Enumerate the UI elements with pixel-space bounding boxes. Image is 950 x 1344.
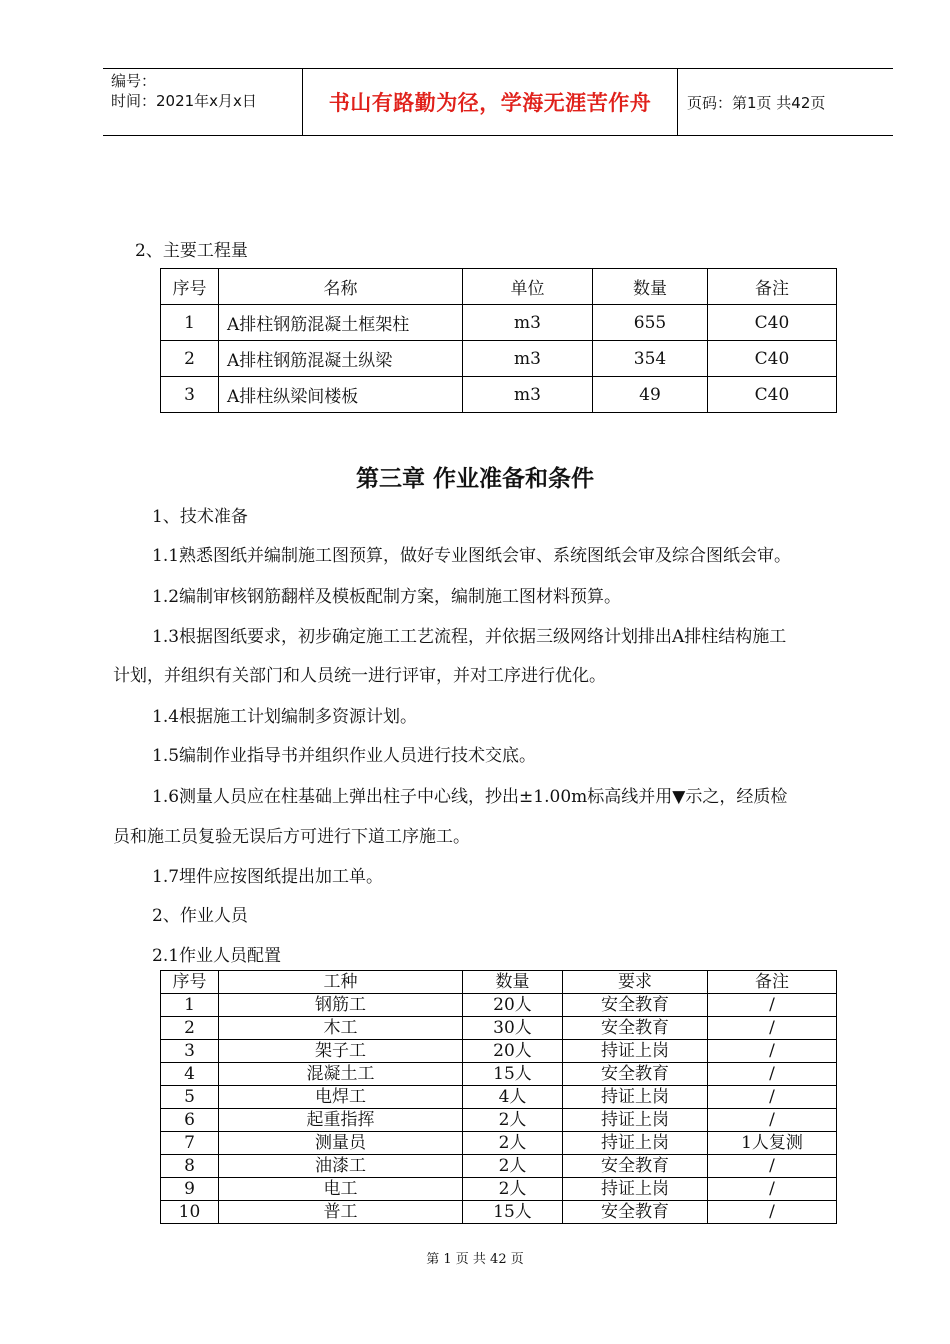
paragraph: 1.5编制作业指导书并组织作业人员进行技术交底。 <box>152 746 537 766</box>
table-cell: 电焊工 <box>219 1086 463 1109</box>
paragraph: 1.4根据施工计划编制多资源计划。 <box>152 707 418 727</box>
table-row <box>161 1109 837 1132</box>
table-cell: 5 <box>161 1086 219 1109</box>
header-divider <box>677 69 678 135</box>
paragraph: 1、技术准备 <box>152 507 248 527</box>
paragraph: 1.3根据图纸要求，初步确定施工工艺流程，并依据三级网络计划排出A排柱结构施工 <box>152 627 787 647</box>
table-cell: 3 <box>161 377 219 413</box>
table-cell: 7 <box>161 1132 219 1155</box>
table-cell: / <box>708 1017 837 1040</box>
table-row <box>161 1155 837 1178</box>
table-header-cell: 数量 <box>463 971 563 994</box>
table-cell: C40 <box>708 341 837 377</box>
table-cell: 1人复测 <box>708 1132 837 1155</box>
quantities-table <box>160 268 837 413</box>
table-header-cell: 单位 <box>463 269 593 305</box>
table-cell: A排柱钢筋混凝土框架柱 <box>219 305 463 341</box>
table-row <box>161 1086 837 1109</box>
table-row <box>161 994 837 1017</box>
table-cell: 1 <box>161 994 219 1017</box>
table-cell: 354 <box>593 341 708 377</box>
table-cell: 2 <box>161 341 219 377</box>
table-cell: 20人 <box>463 1040 563 1063</box>
table-row <box>161 1178 837 1201</box>
table-row <box>161 1040 837 1063</box>
table-cell: 安全教育 <box>563 1063 708 1086</box>
table-cell: 655 <box>593 305 708 341</box>
table-cell: 木工 <box>219 1017 463 1040</box>
table-cell: m3 <box>463 305 593 341</box>
table-cell: 安全教育 <box>563 1017 708 1040</box>
table-row <box>161 1017 837 1040</box>
document-time-label: 时间：2021年x月x日 <box>111 92 257 110</box>
paragraph: 1.6测量人员应在柱基础上弹出柱子中心线，抄出±1.00m标高线并用▼示之，经质检 <box>152 787 788 807</box>
table-cell: m3 <box>463 377 593 413</box>
table-header-cell: 数量 <box>593 269 708 305</box>
table-cell: 30人 <box>463 1017 563 1040</box>
table-row <box>161 1063 837 1086</box>
table-row <box>161 341 837 377</box>
paragraph: 1.7埋件应按图纸提出加工单。 <box>152 867 384 887</box>
table-header-cell: 要求 <box>563 971 708 994</box>
table-header-cell: 工种 <box>219 971 463 994</box>
header-page-info: 页码：第1页 共42页 <box>687 93 826 112</box>
table-cell: 持证上岗 <box>563 1132 708 1155</box>
paragraph: 员和施工员复验无误后方可进行下道工序施工。 <box>113 827 470 847</box>
staff-table <box>160 970 837 1224</box>
page-header <box>103 68 893 136</box>
table-cell: 6 <box>161 1109 219 1132</box>
table-cell: 安全教育 <box>563 1155 708 1178</box>
table-header-cell: 序号 <box>161 971 219 994</box>
paragraph: 1.2编制审核钢筋翻样及模板配制方案，编制施工图材料预算。 <box>152 587 622 607</box>
table-cell: / <box>708 1040 837 1063</box>
table-cell: / <box>708 1086 837 1109</box>
table-cell: 安全教育 <box>563 1201 708 1224</box>
table-header-row <box>161 269 837 305</box>
document-number-label: 编号： <box>111 72 157 90</box>
table-cell: 8 <box>161 1155 219 1178</box>
table-cell: 2人 <box>463 1155 563 1178</box>
table-cell: 起重指挥 <box>219 1109 463 1132</box>
table-cell: 4人 <box>463 1086 563 1109</box>
table-cell: 2 <box>161 1017 219 1040</box>
table-row <box>161 377 837 413</box>
table-header-row <box>161 971 837 994</box>
table-cell: 2人 <box>463 1109 563 1132</box>
table-header-cell: 备注 <box>708 971 837 994</box>
table-cell: 持证上岗 <box>563 1109 708 1132</box>
table-cell: 架子工 <box>219 1040 463 1063</box>
chapter-title: 第三章 作业准备和条件 <box>355 466 594 492</box>
table-cell: m3 <box>463 341 593 377</box>
section-heading: 2、主要工程量 <box>135 241 248 261</box>
table-cell: 钢筋工 <box>219 994 463 1017</box>
header-motto: 书山有路勤为径，学海无涯苦作舟 <box>328 91 652 115</box>
table-header-cell: 序号 <box>161 269 219 305</box>
table-cell: 15人 <box>463 1063 563 1086</box>
paragraph: 1.1熟悉图纸并编制施工图预算，做好专业图纸会审、系统图纸会审及综合图纸会审。 <box>152 546 792 566</box>
table-header-cell: 名称 <box>219 269 463 305</box>
table-cell: 安全教育 <box>563 994 708 1017</box>
table-cell: 2人 <box>463 1178 563 1201</box>
table-cell: 1 <box>161 305 219 341</box>
table-cell: A排柱钢筋混凝土纵梁 <box>219 341 463 377</box>
table-cell: 49 <box>593 377 708 413</box>
table-cell: 测量员 <box>219 1132 463 1155</box>
table-cell: / <box>708 1201 837 1224</box>
table-cell: C40 <box>708 377 837 413</box>
table-row <box>161 1132 837 1155</box>
table-cell: / <box>708 994 837 1017</box>
table-row <box>161 1201 837 1224</box>
table-cell: 3 <box>161 1040 219 1063</box>
table-cell: 持证上岗 <box>563 1178 708 1201</box>
table-cell: 油漆工 <box>219 1155 463 1178</box>
table-cell: 2人 <box>463 1132 563 1155</box>
table-cell: 20人 <box>463 994 563 1017</box>
table-cell: 4 <box>161 1063 219 1086</box>
table-cell: 普工 <box>219 1201 463 1224</box>
table-cell: / <box>708 1155 837 1178</box>
table-cell: 9 <box>161 1178 219 1201</box>
table-cell: / <box>708 1178 837 1201</box>
paragraph: 2、作业人员 <box>152 906 248 926</box>
table-cell: C40 <box>708 305 837 341</box>
page-footer: 第 1 页 共 42 页 <box>426 1252 524 1267</box>
table-cell: 10 <box>161 1201 219 1224</box>
table-row <box>161 305 837 341</box>
table-cell: 持证上岗 <box>563 1086 708 1109</box>
paragraph: 计划，并组织有关部门和人员统一进行评审，并对工序进行优化。 <box>113 666 606 686</box>
table-cell: / <box>708 1109 837 1132</box>
header-meta <box>111 71 257 111</box>
table-cell: 混凝土工 <box>219 1063 463 1086</box>
table-cell: / <box>708 1063 837 1086</box>
table-cell: 电工 <box>219 1178 463 1201</box>
table-cell: 持证上岗 <box>563 1040 708 1063</box>
table-cell: 15人 <box>463 1201 563 1224</box>
table-header-cell: 备注 <box>708 269 837 305</box>
paragraph: 2.1作业人员配置 <box>152 946 282 966</box>
table-cell: A排柱纵梁间楼板 <box>219 377 463 413</box>
